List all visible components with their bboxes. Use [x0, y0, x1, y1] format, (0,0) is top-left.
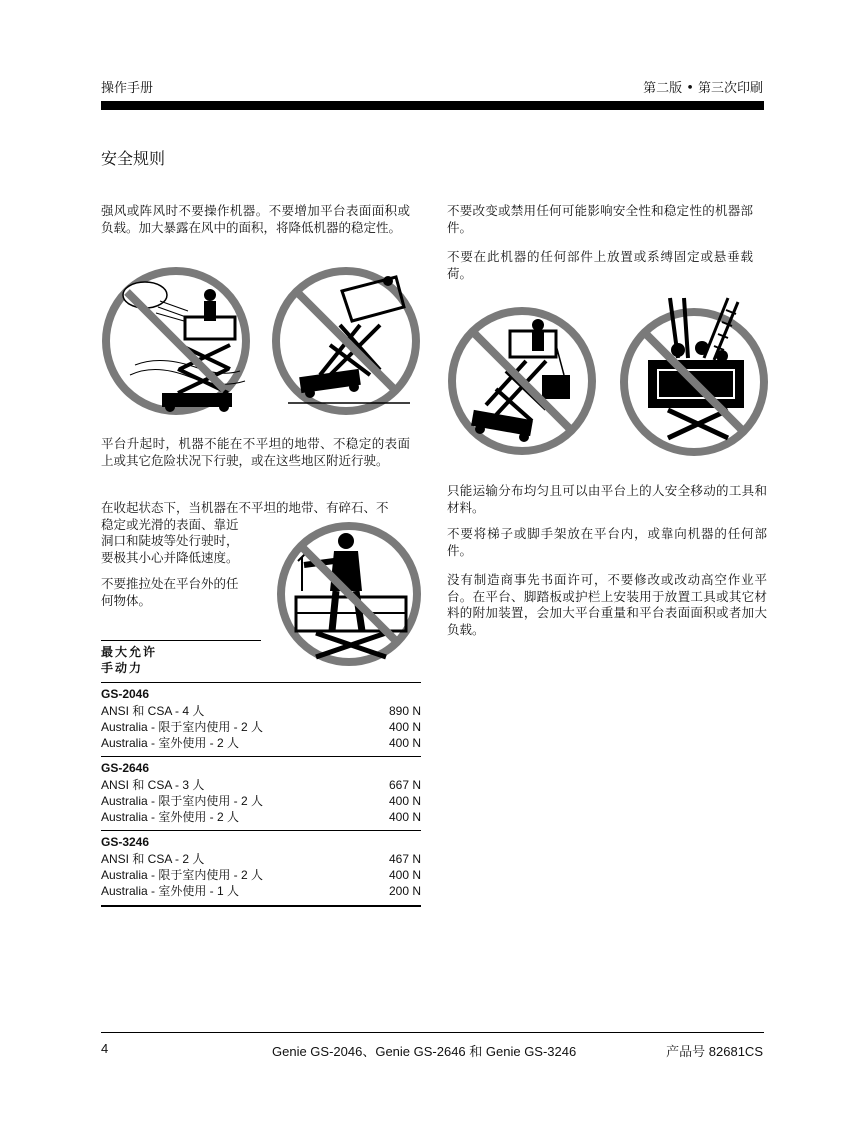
header-edition: 第二版 • 第三次印刷 [643, 81, 763, 96]
row-label: ANSI 和 CSA - 2 人 [101, 852, 205, 866]
table-row [101, 851, 421, 867]
no-ladder-warning-text: 不要将梯子或脚手架放在平台内，或靠向机器的任何部件。 [447, 526, 767, 558]
stowed-line: 要极其小心并降低速度。 [101, 549, 239, 565]
table-row [101, 777, 421, 793]
table-title-line: 最大允许 [101, 645, 158, 659]
model-label: GS-2646 [101, 761, 150, 775]
table-bottom-rule [101, 905, 421, 907]
header-rule [101, 101, 764, 110]
push-pull-warning-text [101, 576, 271, 609]
footer-models: Genie GS-2046、Genie GS-2646 和 Genie GS-3246 [272, 1044, 577, 1059]
no-wind-operation-icon [100, 265, 252, 417]
page-number: 4 [101, 1041, 109, 1056]
row-value: 400 N [388, 720, 421, 734]
row-label: ANSI 和 CSA - 4 人 [101, 704, 205, 718]
row-label: Australia - 限于室内使用 - 2 人 [101, 720, 264, 734]
row-label: Australia - 室外使用 - 2 人 [101, 736, 240, 750]
table-row [101, 883, 421, 899]
row-label: Australia - 限于室内使用 - 2 人 [101, 794, 264, 808]
row-label: ANSI 和 CSA - 3 人 [101, 778, 205, 792]
elevated-drive-warning-text: 平台升起时，机器不能在不平坦的地带、不稳定的表面上或其它危险状况下行驶，或在这些地区附近行驶。 [101, 436, 410, 468]
table-row [101, 703, 421, 719]
footer-rule [101, 1032, 764, 1033]
table-row [101, 793, 421, 809]
stowed-line: 稳定或光滑的表面、靠近 [101, 516, 239, 532]
header-manual-title: 操作手册 [101, 81, 154, 96]
table-rule [101, 756, 421, 757]
no-load-warning-text: 不要在此机器的任何部件上放置或系缚固定或悬垂载荷。 [447, 249, 753, 281]
row-value: 400 N [388, 868, 421, 882]
model-label: GS-2046 [101, 687, 150, 701]
row-value: 667 N [388, 778, 421, 792]
table-row [101, 719, 421, 735]
row-value: 400 N [388, 736, 421, 750]
row-value: 400 N [388, 794, 421, 808]
stowed-line: 洞口和陡坡等处行驶时， [101, 533, 239, 548]
no-uneven-ground-icon [270, 265, 422, 417]
push-line: 何物体。 [101, 592, 152, 608]
push-line: 不要推拉处在平台外的任 [101, 576, 239, 591]
table-row [101, 735, 421, 751]
row-label: Australia - 室外使用 - 1 人 [101, 884, 240, 898]
wind-warning-text: 强风或阵风时不要操作机器。不要增加平台表面面积或负载。加大暴露在风中的面积，将降低机器的稳定性。 [101, 203, 410, 235]
footer-part-number: 产品号 82681CS [666, 1044, 763, 1059]
row-value: 200 N [388, 884, 421, 898]
table-row [101, 867, 421, 883]
no-alter-warning-text: 不要改变或禁用任何可能影响安全性和稳定性的机器部件。 [447, 203, 753, 235]
section-title: 安全规则 [101, 149, 166, 168]
row-label: Australia - 限于室内使用 - 2 人 [101, 868, 264, 882]
material-transport-text: 只能运输分布均匀且可以由平台上的人安全移动的工具和材料。 [447, 483, 767, 515]
no-ladder-on-platform-icon [618, 298, 770, 458]
table-row [101, 809, 421, 825]
no-modify-warning-text: 没有制造商事先书面许可，不要修改或改动高空作业平台。在平台、脚踏板或护栏上安装用于放置工具或其它材料的附加装置，会加大平台重量和平台表面面积或者加大负载。 [447, 572, 767, 637]
table-title [101, 644, 157, 676]
table-rule [101, 682, 421, 683]
no-hanging-load-icon [446, 305, 598, 457]
row-value: 890 N [388, 704, 421, 718]
model-label: GS-3246 [101, 835, 150, 849]
row-value: 400 N [388, 810, 421, 824]
row-label: Australia - 室外使用 - 2 人 [101, 810, 240, 824]
stowed-line: 在收起状态下，当机器在不平坦的地带、有碎石、不 [101, 500, 389, 515]
table-top-rule [101, 640, 261, 641]
table-rule [101, 830, 421, 831]
row-value: 467 N [388, 852, 421, 866]
manual-force-table [101, 640, 421, 910]
table-title-line: 手动力 [101, 661, 144, 675]
